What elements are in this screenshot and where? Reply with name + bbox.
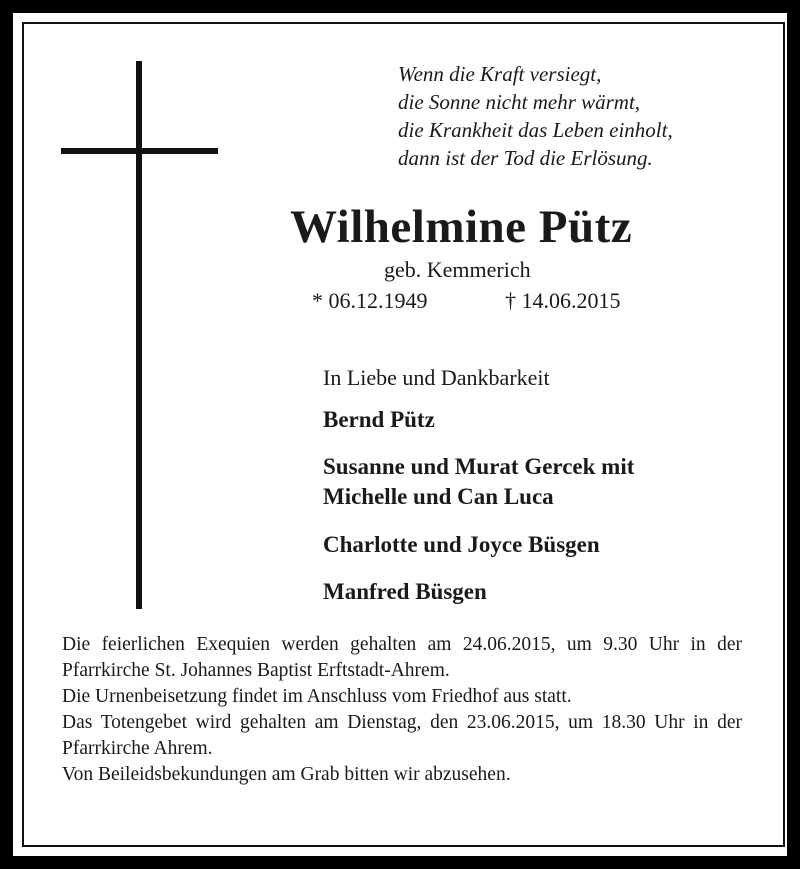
mourner-name: Charlotte und Joyce Büsgen (323, 532, 600, 557)
notice-paragraph: Die Urnenbeisetzung findet im Anschluss vom Friedhof aus statt. (62, 686, 572, 707)
cross-icon (136, 61, 142, 609)
notice-paragraph: Das Totengebet wird gehalten am Dienstag, den 23.06.2015, um 18.30 Uhr in der Pfarrkirche Ahrem. (62, 712, 742, 759)
cross-icon-bar (61, 148, 218, 154)
memorial-quote (398, 60, 673, 172)
mourner-name: Bernd Pütz (323, 407, 435, 432)
death-date: † 14.06.2015 (505, 288, 621, 313)
mourner-name: Michelle und Can Luca (323, 484, 554, 509)
quote-line: die Sonne nicht mehr wärmt, (398, 90, 641, 114)
quote-line: dann ist der Tod die Erlösung. (398, 146, 653, 170)
born-name: geb. Kemmerich (384, 257, 531, 282)
mourner-name: Susanne und Murat Gercek mit (323, 454, 635, 479)
deceased-name: Wilhelmine Pütz (290, 201, 633, 253)
mourners-intro: In Liebe und Dankbarkeit (323, 365, 550, 390)
notice-paragraph: Von Beileidsbekundungen am Grab bitten wir abzusehen. (62, 764, 511, 785)
notice-paragraph: Die feierlichen Exequien werden gehalten am 24.06.2015, um 9.30 Uhr in der Pfarrkirche St. Johannes Baptist Erftstadt-Ahrem. (62, 634, 742, 681)
service-notice (62, 632, 742, 788)
mourner-name: Manfred Büsgen (323, 579, 487, 604)
birth-date: * 06.12.1949 (312, 288, 428, 313)
quote-line: Wenn die Kraft versiegt, (398, 62, 602, 86)
quote-line: die Krankheit das Leben einholt, (398, 118, 673, 142)
